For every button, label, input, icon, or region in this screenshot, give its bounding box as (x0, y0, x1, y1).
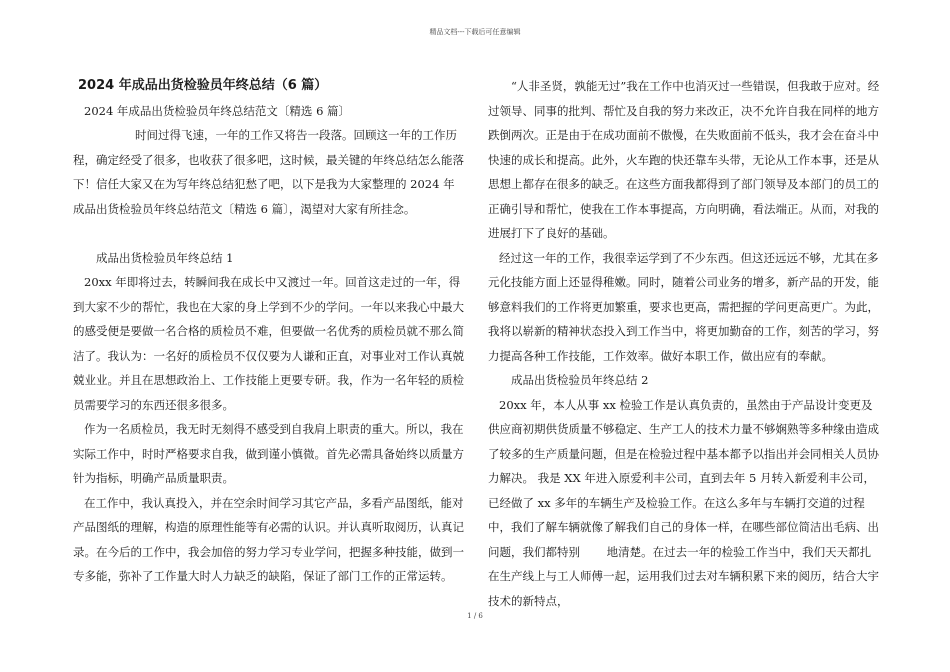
intro-paragraph: 时间过得飞速，一年的工作又将告一段落。回顾这一年的工作历程，确定经受了很多，也收获了很多吧，这时候，最关键的年终总结怎么能落下！信任大家又在为写年终总结犯愁了吧，以下是我为大家整理的 2024 年成品出货检验员年终总结范文〔精选 6 篇〕，渴望对大家有所挂念。 (73, 128, 464, 216)
body-paragraph: 20xx 年，本人从事 xx 检验工作是认真负责的，虽然由于产品设计变更及供应商初期供货质量不够稳定、生产工人的技术力量不够娴熟等多种缘由造成了较多的生产质量问题，但是在检验过程中基本都予以指出并会同相关人员协力解决。 我是 XX 年进入原爱利丰公司，直到去年 5 月转入新爱利丰公司，已经做了 xx 多年的车辆生产及检验工作。在这么多年与车辆打交道的过程中，我们了解车辆就像了解我们自己的身体一样，在哪些部位简洁出毛病、出问题，我们都特别 地清楚。在过去一年的检验工作当中，我们天天都扎在生产线上与工人师傅一起，运用我们过去对车辆积累下来的阅历，结合大宇技术的新特点， (488, 397, 879, 608)
document-subtitle: 2024 年成品出货检验员年终总结范文〔精选 6 篇〕 (84, 103, 351, 118)
body-paragraph: 作为一名质检员，我无时无刻得不感受到自我肩上职责的重大。所以，我在实际工作中，时时严格要求自我，做到谨小慎微。首先必需具备始终以质量方针为指标，明确产品质量职责。 (73, 422, 464, 485)
section-heading-2: 成品出货检验员年终总结 2 (511, 373, 649, 387)
left-column (73, 74, 466, 589)
body-paragraph: 在工作中，我认真投入，并在空余时间学习其它产品，多看产品图纸，能对产品图纸的理解，构造的原理性能等有必需的认识。并认真听取阅历，认真记录。在今后的工作中，我会加倍的努力学习专业学问，把握多种技能，做到一专多能，弥补了工作量大时人力缺乏的缺陷，保证了部门工作的正常运转。 (73, 495, 464, 583)
spacer (73, 221, 466, 246)
page-header: 精品文档---下载后可任意编辑 (429, 28, 521, 36)
body-paragraph: “人非圣贤，孰能无过”我在工作中也消灭过一些错误，但我敢于应对。经过领导、同事的批判、帮忙及自我的努力来改正，决不允许自我在同样的地方跌倒两次。正是由于在成功面前不傲慢，在失败面前不低头，我才会在奋斗中快速的成长和提高。此外，火车跑的快还靠车头带，无论从工作本事，还是从思想上都存在很多的缺乏。在这些方面我都得到了部门领导及本部门的员工的正确引导和帮忙，使我在工作本事提高，方向明确，看法端正。从而，对我的进展打下了良好的基础。 (488, 79, 880, 240)
body-paragraph: 经过这一年的工作，我很幸运学到了不少东西。但这还远远不够，尤其在多元化技能方面上还显得稚嫩。同时，随着公司业务的增多，新产品的开发，能够意料我们的工作将更加繁重，要求也更高，需把握的学问更高更广。为此，我将以崭新的精神状态投入到工作当中，将更加勤奋的工作，刻苦的学习，努力提高各种工作技能，工作效率。做好本职工作，做出应有的奉献。 (488, 250, 879, 363)
page-number: 1 / 6 (467, 612, 483, 620)
body-paragraph: 20xx 年即将过去，转瞬间我在成长中又渡过一年。回首这走过的一年，得到大家不少的帮忙，我也在大家的身上学到不少的学问。一年以来我心中最大的感受便是要做一名合格的质检员不难，但要做一名优秀的质检员就不那么简洁了。我认为：一名好的质检员不仅仅要为人谦和正直，对事业对工作认真兢兢业业。并且在思想政治上、工作技能上更要专研。我，作为一名年轻的质检员需要学习的东西还很多很多。 (73, 275, 464, 412)
document-title: 2024 年成品出货检验员年终总结（6 篇） (78, 78, 328, 93)
section-heading-1: 成品出货检验员年终总结 1 (96, 250, 234, 265)
right-column (488, 74, 881, 613)
